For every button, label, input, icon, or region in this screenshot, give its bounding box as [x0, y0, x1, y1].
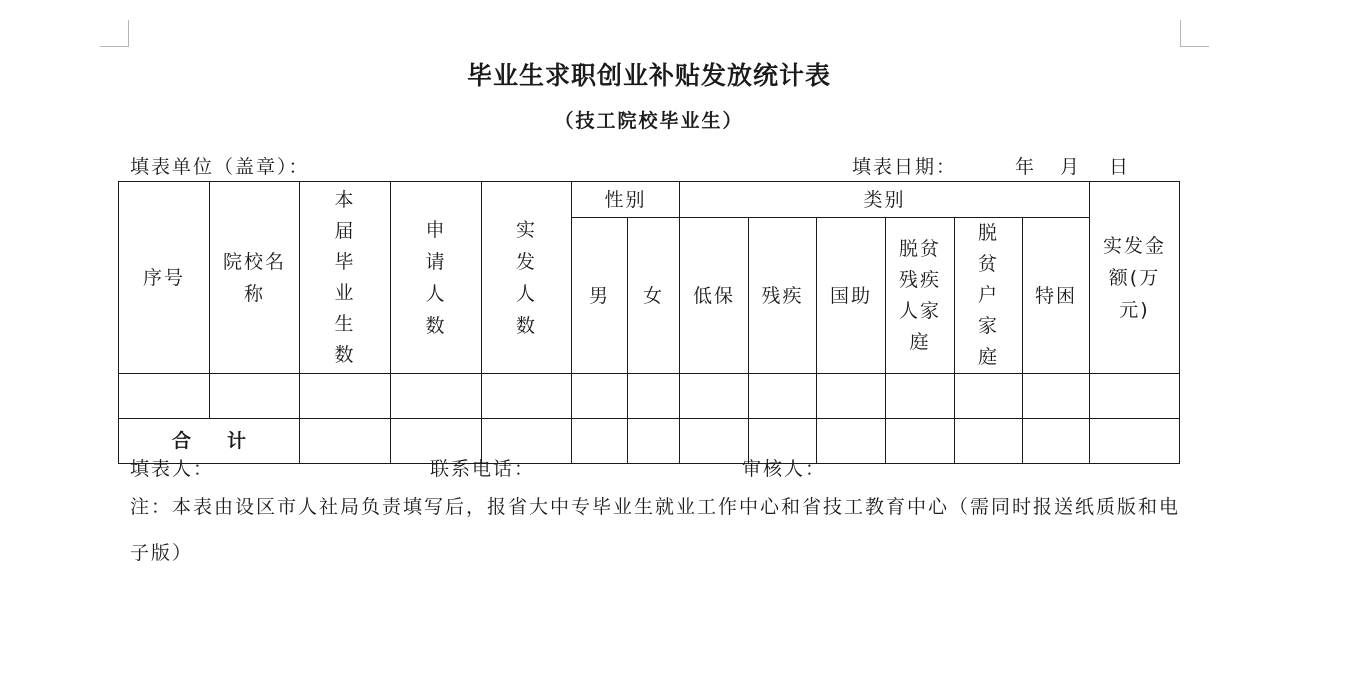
header-actual-count: 实发人数: [482, 182, 572, 374]
date-day: 日: [1109, 156, 1131, 178]
header-female: 女: [628, 218, 680, 374]
total-label-part-1: 合: [171, 430, 191, 452]
table-cell[interactable]: [886, 419, 955, 464]
table-row: [119, 374, 1180, 419]
header-poverty-household: 脱贫户家庭: [955, 218, 1023, 374]
table-cell[interactable]: [1023, 419, 1090, 464]
header-amount: 实发金额(万元): [1090, 182, 1180, 374]
table-cell[interactable]: [628, 419, 680, 464]
header-applicants: 申请人数: [391, 182, 482, 374]
table-cell[interactable]: [955, 374, 1023, 419]
table-cell[interactable]: [680, 419, 749, 464]
document-title: 毕业生求职创业补贴发放统计表: [466, 61, 831, 90]
header-school-name: 院校名称: [210, 182, 300, 374]
table-cell[interactable]: [119, 374, 210, 419]
table-cell[interactable]: [680, 374, 749, 419]
date-year: 年: [1015, 156, 1037, 178]
header-disabled: 残疾: [749, 218, 817, 374]
filler-label: 填表人：: [130, 458, 215, 480]
header-dibao: 低保: [680, 218, 749, 374]
header-category: 类别: [680, 182, 1090, 218]
page-corner-mark-top-right: [1180, 20, 1209, 47]
table-cell[interactable]: [300, 419, 391, 464]
table-cell[interactable]: [1090, 374, 1180, 419]
table-cell[interactable]: [817, 419, 886, 464]
table-cell[interactable]: [628, 374, 680, 419]
table-cell[interactable]: [300, 374, 391, 419]
header-poverty-disabled-family: 脱贫残疾人家庭: [886, 218, 955, 374]
header-grads-count: 本届毕业生数: [300, 182, 391, 374]
table-header-row-1: [119, 182, 1180, 218]
table-cell[interactable]: [1023, 374, 1090, 419]
fill-unit-label: 填表单位（盖章）：: [130, 156, 310, 178]
contact-phone-label: 联系电话：: [430, 458, 536, 480]
reviewer-label: 审核人：: [742, 458, 827, 480]
table-cell[interactable]: [572, 374, 628, 419]
header-tekun: 特困: [1023, 218, 1090, 374]
total-label-part-2: 计: [227, 430, 247, 452]
table-cell[interactable]: [572, 419, 628, 464]
table-cell[interactable]: [955, 419, 1023, 464]
header-gender: 性别: [572, 182, 680, 218]
fill-date-label: 填表日期：: [852, 156, 958, 178]
date-month: 月: [1060, 156, 1082, 178]
table-cell[interactable]: [391, 374, 482, 419]
statistics-table: [118, 181, 1180, 464]
header-male: 男: [572, 218, 628, 374]
fill-date-line: [852, 152, 1130, 179]
header-guozhu: 国助: [817, 218, 886, 374]
table-cell[interactable]: [817, 374, 886, 419]
document-subtitle: （技工院校毕业生）: [554, 110, 744, 132]
footnote: 注：本表由设区市人社局负责填写后，报省大中专毕业生就业工作中心和省技工教育中心（需同时报送纸质版和电子版）: [130, 496, 1181, 564]
page-corner-mark-top-left: [100, 20, 129, 47]
table-cell[interactable]: [210, 374, 300, 419]
table-cell[interactable]: [482, 374, 572, 419]
table-cell[interactable]: [1090, 419, 1180, 464]
header-seq: 序号: [119, 182, 210, 374]
table-cell[interactable]: [886, 374, 955, 419]
table-total-row: [119, 419, 1180, 464]
table-cell[interactable]: [749, 374, 817, 419]
